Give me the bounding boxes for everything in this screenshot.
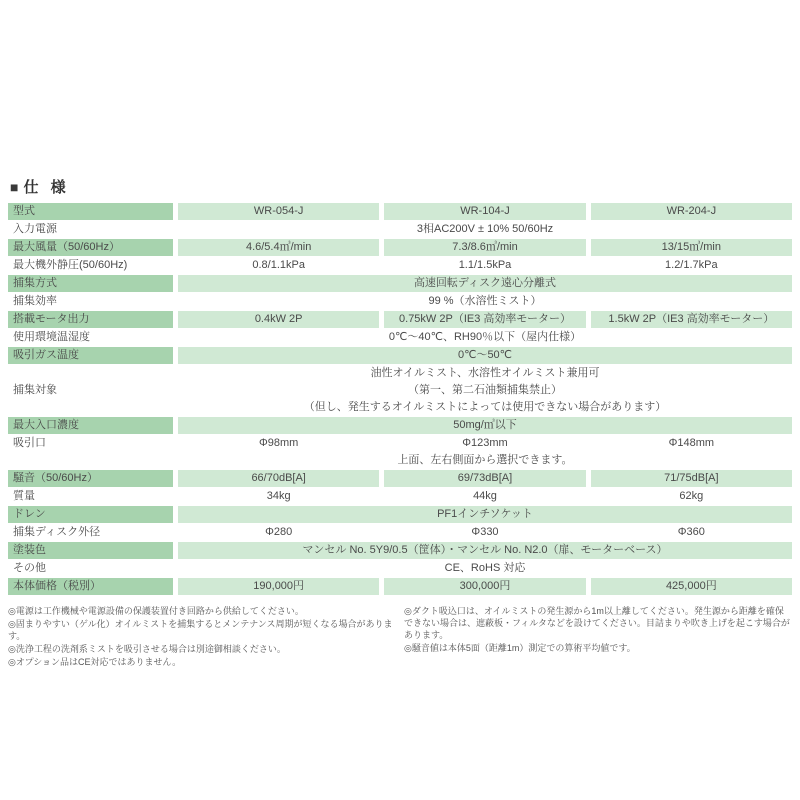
footnotes — [8, 605, 792, 669]
spec-label: 塗装色 — [8, 542, 173, 559]
spec-value: 1.5kW 2P（IE3 高効率モーター） — [591, 311, 792, 328]
spec-label: 質量 — [13, 490, 35, 502]
footnote: ◎洗浄工程の洗剤系ミストを吸引させる場合は別途御相談ください。 — [8, 644, 286, 654]
spec-value: 0℃～50℃ — [178, 347, 792, 364]
spec-row-paint-color — [8, 542, 792, 559]
spec-value: 62kg — [679, 490, 704, 502]
spec-row-suction-port — [8, 435, 792, 469]
spec-value: Φ360 — [677, 526, 705, 538]
spec-label: 捕集ディスク外径 — [13, 526, 101, 538]
spec-value: 0.75kW 2P（IE3 高効率モーター） — [384, 311, 585, 328]
section-heading-text: 仕 様 — [23, 179, 70, 196]
spec-label: 捕集効率 — [13, 295, 57, 307]
spec-row-collection-method — [8, 275, 792, 292]
spec-value: 99 %（水溶性ミスト） — [428, 295, 542, 307]
spec-value: WR-204-J — [591, 203, 792, 220]
spec-table — [8, 203, 792, 595]
spec-row-motor-output — [8, 311, 792, 328]
section-heading — [10, 176, 800, 197]
spec-row-drain — [8, 506, 792, 523]
spec-value: 1.2/1.7kPa — [665, 259, 718, 271]
spec-label: 捕集対象 — [13, 384, 57, 396]
spec-value: 4.6/5.4㎥/min — [178, 239, 379, 256]
spec-label: 吸引ガス温度 — [8, 347, 173, 364]
spec-label: 本体価格（税別） — [8, 578, 173, 595]
spec-value-line: （第一、第二石油類捕集禁止） — [408, 384, 562, 396]
spec-value: 300,000円 — [384, 578, 585, 595]
spec-value: 高速回転ディスク遠心分離式 — [178, 275, 792, 292]
footnotes-right — [404, 605, 792, 669]
spec-value-line: （但し、発生するオイルミストによっては使用できない場合があります） — [303, 401, 667, 413]
spec-value: 0.4kW 2P — [178, 311, 379, 328]
footnote: ◎オプション品はCE対応ではありません。 — [8, 657, 182, 667]
spec-row-other — [8, 560, 792, 577]
spec-label: 入力電源 — [13, 223, 57, 235]
spec-value-line: 油性オイルミスト、水溶性オイルミスト兼用可 — [370, 367, 600, 379]
spec-value: CE、RoHS 対応 — [444, 562, 526, 574]
spec-value: Φ148mm — [668, 437, 715, 449]
spec-row-mass — [8, 488, 792, 505]
footnote: ◎電源は工作機械や電源設備の保護装置付き回路から供給してください。 — [8, 606, 304, 616]
spec-value: Φ280 — [265, 526, 293, 538]
spec-value: 190,000円 — [178, 578, 379, 595]
spec-row-operating-environment — [8, 329, 792, 346]
spec-label: 騒音（50/60Hz） — [8, 470, 173, 487]
spec-value: PF1インチソケット — [178, 506, 792, 523]
spec-row-static-pressure — [8, 257, 792, 274]
spec-row-collection-efficiency — [8, 293, 792, 310]
spec-label: 最大風量（50/60Hz） — [8, 239, 173, 256]
spec-row-max-inlet-concentration — [8, 417, 792, 434]
spec-row-input-power — [8, 221, 792, 238]
spec-value: 66/70dB[A] — [178, 470, 379, 487]
footnote: ◎騒音値は本体5面（距離1m）測定での算術平均値です。 — [404, 643, 636, 653]
spec-value: 71/75dB[A] — [591, 470, 792, 487]
spec-row-disk-diameter — [8, 524, 792, 541]
spec-value: 34kg — [266, 490, 291, 502]
spec-value: 3相AC200V ± 10% 50/60Hz — [416, 223, 554, 235]
footnote: ◎固まりやすい（ゲル化）オイルミストを捕集するとメンテナンス周期が短くなる場合があります。 — [8, 619, 393, 641]
spec-value-multiline — [178, 365, 792, 416]
spec-label: 吸引口 — [13, 437, 46, 449]
footnotes-left — [8, 605, 394, 669]
spec-value: マンセル No. 5Y9/0.5（筐体）・マンセル No. N2.0（扉、モーターベース） — [178, 542, 792, 559]
spec-label: 最大入口濃度 — [8, 417, 173, 434]
spec-value: 7.3/8.6㎥/min — [384, 239, 585, 256]
spec-label: 搭載モータ出力 — [8, 311, 173, 328]
spec-value: Φ123mm — [462, 437, 508, 449]
spec-row-noise — [8, 470, 792, 487]
spec-value: Φ98mm — [258, 437, 299, 449]
spec-value: 44kg — [473, 490, 497, 502]
spec-value: 69/73dB[A] — [384, 470, 585, 487]
spec-row-max-airflow — [8, 239, 792, 256]
spec-label: その他 — [13, 562, 46, 574]
spec-value: 425,000円 — [591, 578, 792, 595]
spec-value: 50mg/㎥以下 — [178, 417, 792, 434]
spec-label-spacer — [8, 452, 173, 469]
spec-row-price — [8, 578, 792, 595]
footnote: ◎ダクト吸込口は、オイルミストの発生源から1m以上離してください。発生源から距離を確保できない場合は、遮蔽板・フィルタなどを設けてください。目詰まりや吹き上げを起こす場合があります。 — [404, 606, 790, 640]
spec-value: 0℃～40℃、RH90％以下（屋内仕様） — [388, 331, 582, 343]
spec-row-suction-gas-temp — [8, 347, 792, 364]
spec-value: 0.8/1.1kPa — [252, 259, 305, 271]
square-bullet-icon: ■ — [10, 178, 19, 195]
spec-value: WR-054-J — [178, 203, 379, 220]
spec-value: Φ330 — [471, 526, 499, 538]
spec-label: 最大機外静圧(50/60Hz) — [13, 259, 128, 271]
spec-label: 型式 — [8, 203, 173, 220]
spec-value: 13/15㎥/min — [591, 239, 792, 256]
spec-label: 使用環境温湿度 — [13, 331, 90, 343]
spec-value: WR-104-J — [384, 203, 585, 220]
spec-row-collection-target — [8, 365, 792, 416]
spec-value: 1.1/1.5kPa — [458, 259, 512, 271]
spec-row-model — [8, 203, 792, 220]
spec-label: 捕集方式 — [8, 275, 173, 292]
spec-label: ドレン — [8, 506, 173, 523]
spec-value-note: 上面、左右側面から選択できます。 — [397, 454, 573, 466]
